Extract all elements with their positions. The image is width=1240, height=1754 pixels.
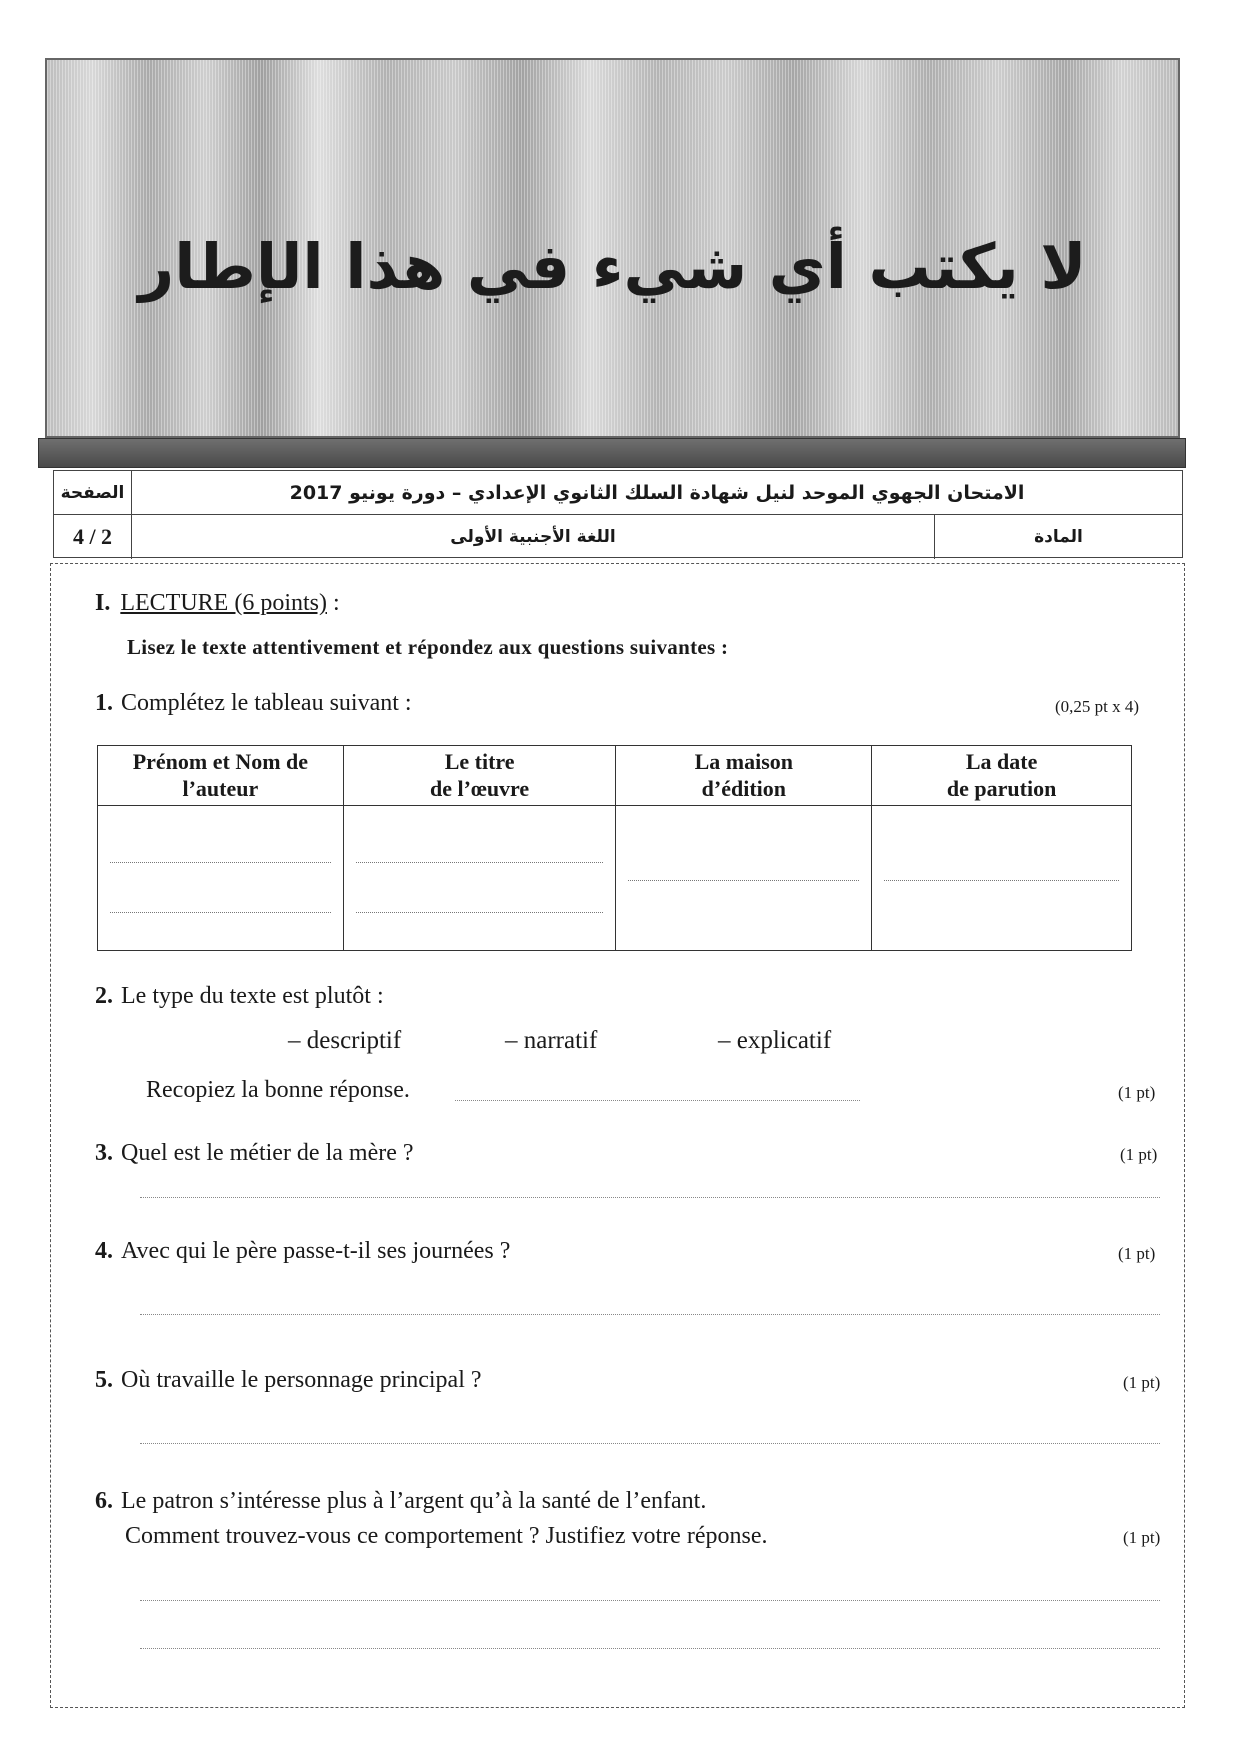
option-narratif: – narratif [505,1027,598,1054]
question-6-answer-line-1[interactable] [140,1600,1160,1601]
question-4-answer-line[interactable] [140,1314,1160,1315]
question-1-points: (0,25 pt x 4) [1055,697,1140,716]
section-title [95,590,340,617]
author-answer-cell[interactable] [98,806,344,951]
question-number: 2. [95,983,113,1009]
question-text: Où travaille le personnage principal ? [121,1367,482,1393]
table-header-title: Le titre de l’œuvre [343,746,616,806]
date-answer-cell[interactable] [872,806,1132,951]
subject-value: اللغة الأجنبية الأولى [132,515,935,559]
table-header-author: Prénom et Nom de l’auteur [98,746,344,806]
exam-header-table [53,470,1183,558]
answer-line [628,880,859,881]
answer-line [110,862,331,863]
banner-bar [38,438,1186,468]
answer-line [356,912,604,913]
question-2-prompt: Recopiez la bonne réponse. [146,1077,410,1103]
table-header-date: La date de parution [872,746,1132,806]
question-text: Quel est le métier de la mère ? [121,1140,414,1166]
question-number: 1. [95,690,113,716]
question-6-answer-line-2[interactable] [140,1648,1160,1649]
page-label: الصفحة [54,471,132,515]
answer-line [884,880,1119,881]
option-explicatif: – explicatif [718,1027,832,1054]
table-header-publisher: La maison d’édition [616,746,872,806]
question-5-points: (1 pt) [1123,1373,1161,1392]
no-writing-banner [45,58,1180,438]
question-5 [95,1367,482,1394]
question-6 [95,1488,706,1515]
question-3-points: (1 pt) [1120,1145,1158,1164]
question-6-line-2: Comment trouvez-vous ce comportement ? Justifiez votre réponse. [125,1523,768,1549]
question-number: 6. [95,1488,113,1514]
exam-title: الامتحان الجهوي الموحد لنيل شهادة السلك الثانوي الإعدادي – دورة يونيو 2017 [132,471,1182,515]
question-4-points: (1 pt) [1118,1244,1156,1263]
instructions: Lisez le texte attentivement et répondez aux questions suivantes : [127,635,729,659]
question-2-answer-line[interactable] [455,1100,860,1101]
question-text: Avec qui le père passe-t-il ses journées ? [121,1238,511,1264]
section-number: I. [95,590,111,616]
section-name: LECTURE (6 points) [120,590,327,616]
question-3-answer-line[interactable] [140,1197,1160,1198]
question-number: 4. [95,1238,113,1264]
question-text: Le patron s’intéresse plus à l’argent qu’à la santé de l’enfant. [121,1488,707,1514]
answer-line [356,862,604,863]
question-6-points: (1 pt) [1123,1528,1161,1547]
question-number: 5. [95,1367,113,1393]
banner-text: لا يكتب أي شيء في هذا الإطار [138,230,1087,303]
question-2 [95,983,384,1010]
question-5-answer-line[interactable] [140,1443,1160,1444]
question-4 [95,1238,510,1265]
subject-label: المادة [1034,527,1083,547]
question-1 [95,690,412,717]
question-3 [95,1140,414,1167]
question-number: 3. [95,1140,113,1166]
page-number: 4 / 2 [54,515,132,559]
section-suffix: : [327,590,340,616]
option-descriptif: – descriptif [288,1027,402,1054]
question-text: Le type du texte est plutôt : [121,983,384,1009]
question-text: Complétez le tableau suivant : [121,690,412,716]
question-2-points: (1 pt) [1118,1083,1156,1102]
publisher-answer-cell[interactable] [616,806,872,951]
title-answer-cell[interactable] [343,806,616,951]
answer-line [110,912,331,913]
book-info-table [97,745,1132,951]
